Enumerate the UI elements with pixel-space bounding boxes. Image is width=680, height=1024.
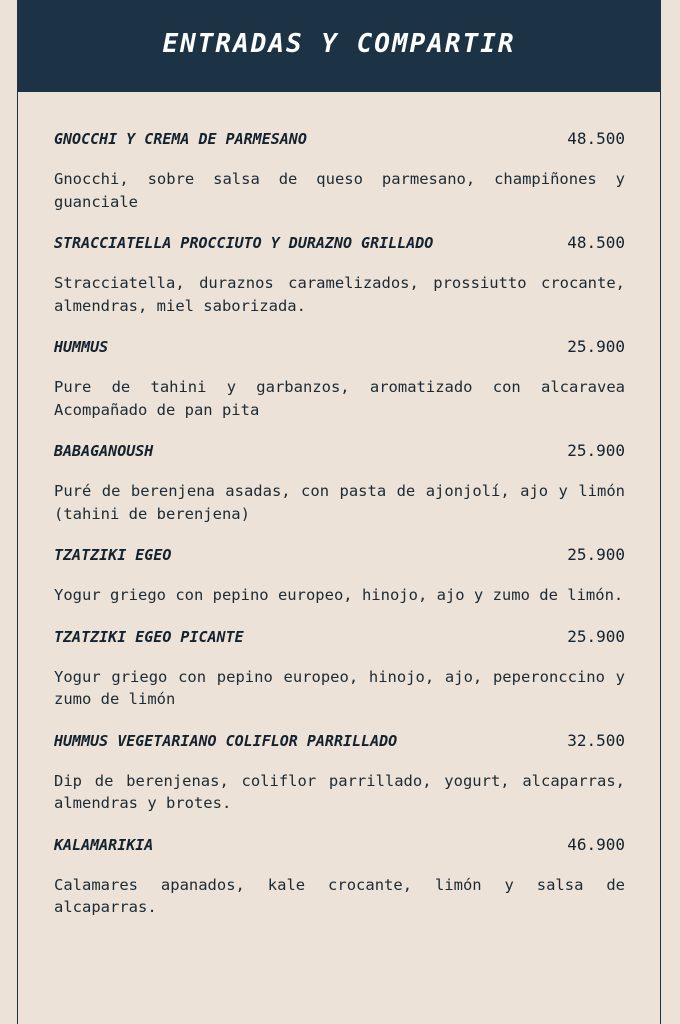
section-title: ENTRADAS Y COMPARTIR xyxy=(162,29,516,59)
item-price: 32.500 xyxy=(567,730,625,750)
section-header xyxy=(17,0,661,92)
menu-item xyxy=(54,624,625,711)
item-name: TZATZIKI EGEO PICANTE xyxy=(54,627,244,646)
item-price: 46.900 xyxy=(567,834,625,854)
item-name: GNOCCHI Y CREMA DE PARMESANO xyxy=(54,130,307,148)
menu-item xyxy=(54,542,625,607)
item-description: Stracciatella, duraznos caramelizados, prossiutto crocante, almendras, miel saborizada. xyxy=(54,274,625,315)
item-description: Gnocchi, sobre salsa de queso parmesano, champiñones y guanciale xyxy=(54,170,625,211)
item-price: 25.900 xyxy=(567,545,625,564)
menu-item xyxy=(54,334,625,421)
menu-item xyxy=(54,728,625,815)
item-price: 25.900 xyxy=(567,337,625,356)
item-price: 48.500 xyxy=(567,129,625,148)
item-name: KALAMARIKIA xyxy=(54,835,154,854)
item-name: TZATZIKI EGEO xyxy=(54,546,172,564)
item-name: BABAGANOUSH xyxy=(54,442,154,460)
item-description: Puré de berenjena asadas, con pasta de ajonjolí, ajo y limón (tahini de berenjena) xyxy=(54,482,625,523)
menu-item xyxy=(54,230,625,317)
item-name: HUMMUS VEGETARIANO COLIFLOR PARRILLADO xyxy=(54,731,398,750)
item-price: 48.500 xyxy=(567,233,625,252)
item-price: 25.900 xyxy=(567,441,625,460)
item-description: Pure de tahini y garbanzos, aromatizado con alcaravea Acompañado de pan pita xyxy=(54,378,625,419)
item-description: Calamares apanados, kale crocante, limón y salsa de alcaparras. xyxy=(54,875,625,916)
menu-item xyxy=(54,126,625,213)
item-name: STRACCIATELLA PROCCIUTO Y DURAZNO GRILLADO xyxy=(54,234,434,252)
item-description: Dip de berenjenas, coliflor parrillado, yogurt, alcaparras, almendras y brotes. xyxy=(54,771,625,812)
item-price: 25.900 xyxy=(567,626,625,646)
menu-list xyxy=(54,126,625,919)
item-description: Yogur griego con pepino europeo, hinojo, ajo y zumo de limón. xyxy=(54,586,624,604)
item-name: HUMMUS xyxy=(54,338,109,356)
item-description: Yogur griego con pepino europeo, hinojo, ajo, peperonccino y zumo de limón xyxy=(54,667,625,708)
menu-item xyxy=(54,832,625,919)
menu-item xyxy=(54,438,625,525)
